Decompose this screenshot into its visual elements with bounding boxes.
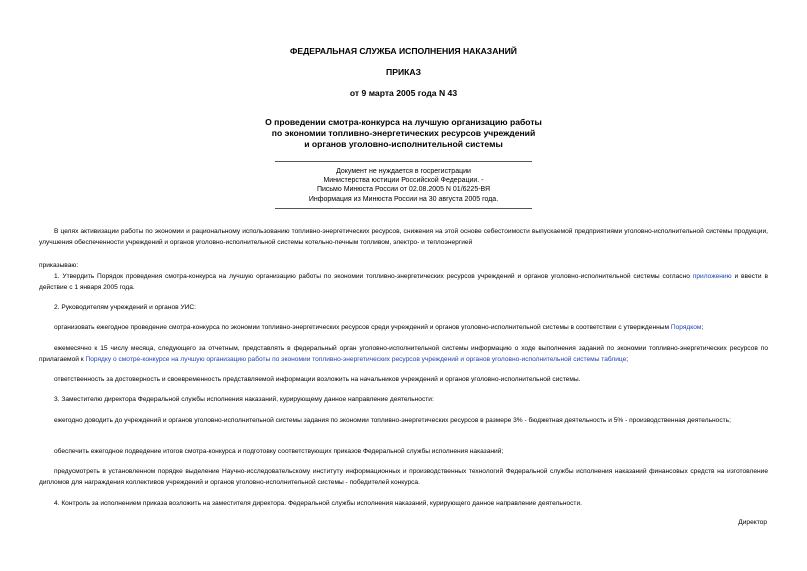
note-top-divider [275,161,532,162]
clause-1-tail: и ввести в действие с 1 января 2005 года. [39,273,768,291]
title-line-2: по экономии топливно-энергетических ресурсов учреждений [271,128,536,138]
title-line-3: и органов уголовно-исполнительной системы [304,139,503,149]
clause-4: 4. Контроль за исполнением приказа возложить на заместителя директора. Федеральной службы исполнения наказаний, курирующего данное направление деятельности. [54,500,582,507]
clause-2b [39,343,768,365]
clause-2c: ответственность за достоверность и своевременность представляемой информации возложить на начальников учреждений и органов уголовно-исполнительной системы. [54,376,581,383]
clause-2a-tail: ; [701,324,704,331]
clause-3a: ежегодно доводить до учреждений и органов уголовно-исполнительной системы задания по экономии топливно-энергетических ресурсов в размере 3% - бюджетная деятельность и 5% - производственная деятельность; [54,417,731,424]
clause-2b-text: ежемесячно к 15 числу месяца, следующего за отчетным, представлять в федеральный орган уголовно-исполнительной системы информацию о ходе выполнения заданий по экономии топливно-энергетических ресурсов по прилагаемой к [39,345,768,363]
clause-3c: предусмотреть в установленном порядке выделение Научно-исследовательскому институту информационных и производственных технологий Федеральной службы исполнения наказаний финансовых средств на изготовление дипломов для награждения коллективов учреждений и органов уголовно-исполнительной системы - победителей конкурса. [39,468,768,486]
clause-2a-text: организовать ежегодное проведение смотра-конкурса по экономии топливно-энергетических ресурсов среди учреждений и органов уголовно-исполнительной системы в соответствии с утвержденным [54,324,671,331]
note-line-2: Министерства юстиции Российской Федерации. - [323,177,484,184]
note-bottom-divider [275,208,532,209]
title-line-1: О проведении смотра-конкурса на лучшую организацию работы [265,117,542,127]
clause-1 [39,271,768,293]
note-line-4: Информация из Минюста России на 30 августа 2005 года. [308,196,499,203]
note-line-1: Документ не нуждается в госрегистрации [336,168,471,175]
clause-2b-tail: ; [626,356,629,363]
order-word: приказываю: [39,262,79,269]
intro-paragraph: В целях активизации работы по экономии и рациональному использованию топливно-энергетических ресурсов, снижения на этой основе себестоимости выпускаемой предприятиями уголовно-исполнительной системы продукции, улучшения обеспеченности учреждений и органов уголовно-исполнительной системы котельно-печным топливом, электро- и теплоэнергией [39,228,768,246]
note-line-3: Письмо Минюста России от 02.08.2005 N 01/6225-ВЯ [316,186,491,193]
appendix-link[interactable]: приложению [692,273,732,280]
doc-date: от 9 марта 2005 года N 43 [349,88,458,98]
doc-type-heading: ПРИКАЗ [386,67,421,77]
clause-3: 3. Заместителю директора Федеральной службы исполнения наказаний, курирующему данное направление деятельности: [54,396,434,403]
clause-3b: обеспечить ежегодное подведение итогов смотра-конкурса и подготовку соответствующих приказов Федеральной службы исполнения наказаний; [54,448,504,455]
agency-heading: ФЕДЕРАЛЬНАЯ СЛУЖБА ИСПОЛНЕНИЯ НАКАЗАНИЙ [290,46,517,56]
clause-2a [39,322,768,333]
signature-title: Директор [738,519,767,526]
clause-1-text: 1. Утвердить Порядок проведения смотра-конкурса на лучшую организацию работы по экономии топливно-энергетических ресурсов учреждений и органов уголовно-исполнительной системы согласно [54,273,693,280]
procedure-link[interactable]: Порядком [670,324,702,331]
procedure-table-link[interactable]: Порядку о смотре-конкурсе на лучшую организацию работы по экономии топливно-энергетических ресурсов учреждений и органов уголовно-исполнительной системы таблице [85,356,627,363]
clause-2: 2. Руководителям учреждений и органов УИС: [54,304,197,311]
